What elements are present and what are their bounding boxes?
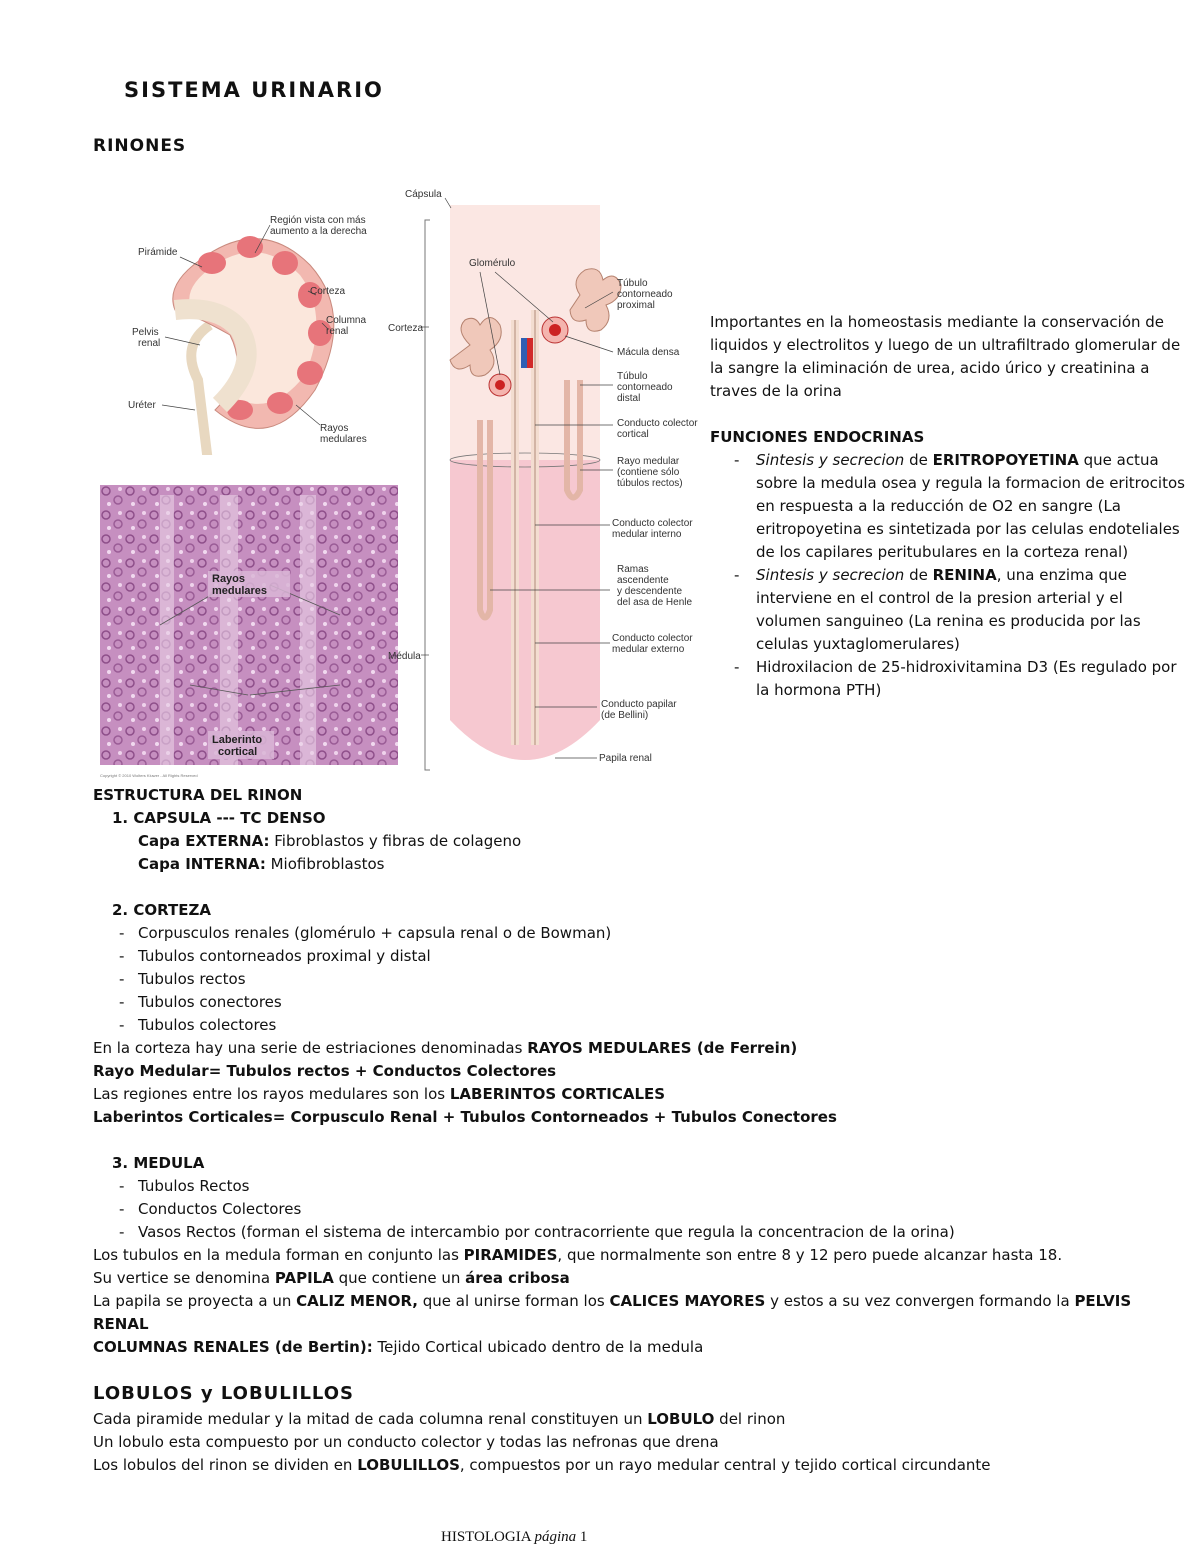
label-ramas-2: ascendente (617, 575, 669, 586)
medula-line-2: Su vertice se denomina PAPILA que contiene un área cribosa (93, 1269, 570, 1287)
intro-paragraph: Importantes en la homeostasis mediante la conservación de liquidos y electrolitos y luego de un ultrafiltrado glomerular de la sangre la eliminación de urea, acido úrico y creatinina a traves de la orina (710, 313, 1181, 400)
label-macula: Mácula densa (617, 347, 680, 358)
label-histo-rayos-1: Rayos (212, 573, 246, 585)
tissue-texture (100, 485, 398, 765)
list-item: - Tubulos Rectos (119, 1177, 250, 1195)
label-colector-ext-2: medular externo (612, 644, 685, 655)
lobulos-line-1: Cada piramide medular y la mitad de cada columna renal constituyen un LOBULO del rinon (93, 1410, 786, 1428)
lobulos-heading: LOBULOS y LOBULILLOS (93, 1383, 355, 1404)
pyramid-shape (237, 236, 263, 258)
label-columna-1: Columna (326, 315, 367, 326)
label-rayos-2: medulares (320, 434, 367, 445)
label-ramas-1: Ramas (617, 564, 649, 575)
medula-line-3b: RENAL (93, 1315, 149, 1333)
label-corteza-n: Corteza (388, 323, 424, 334)
label-region-1: Región vista con más (270, 215, 366, 226)
lobulos-line-3: Los lobulos del rinon se dividen en LOBULILLOS, compuestos por un rayo medular central y tejido cortical circundante (93, 1456, 991, 1474)
right-column (710, 311, 1185, 702)
label-colector-cort-2: cortical (617, 429, 649, 440)
list-item: - Tubulos rectos (119, 970, 246, 988)
medulla-region (450, 460, 600, 760)
page-title: SISTEMA URINARIO (124, 78, 384, 102)
list-item: - Tubulos contorneados proximal y distal (119, 947, 431, 965)
corteza-line-2: Rayo Medular= Tubulos rectos + Conductos Colectores (93, 1062, 557, 1080)
corteza-line-1: En la corteza hay una serie de estriaciones denominadas RAYOS MEDULARES (de Ferrein) (93, 1039, 798, 1057)
endocrine-heading: FUNCIONES ENDOCRINAS (710, 428, 925, 446)
label-tubulo-prox-1: Túbulo (617, 278, 648, 289)
label-rayo-3: túbulos rectos) (617, 478, 683, 489)
label-histo-laberinto-1: Laberinto (212, 734, 263, 746)
corteza-line-4: Laberintos Corticales= Corpusculo Renal + Tubulos Contorneados + Tubulos Conectores (93, 1108, 837, 1126)
estructura-heading: ESTRUCTURA DEL RINON (93, 786, 303, 804)
medula-line-4: COLUMNAS RENALES (de Bertin): Tejido Cortical ubicado dentro de la medula (93, 1338, 704, 1356)
label-colector-ext-1: Conducto colector (612, 633, 693, 644)
histology-copyright: Copyright © 2010 Wolters Kluwer - All Rights Reserved (100, 773, 198, 778)
footer-page-number: 1 (579, 1529, 588, 1545)
label-piramide: Pirámide (138, 247, 178, 258)
label-capsula: Cápsula (405, 189, 442, 200)
label-rayo-2: (contiene sólo (617, 467, 680, 478)
label-tubulo-dist-3: distal (617, 393, 641, 404)
label-papilar-2: (de Bellini) (601, 710, 649, 721)
page-footer (441, 1529, 587, 1546)
label-tubulo-dist-1: Túbulo (617, 371, 648, 382)
label-colector-int-1: Conducto colector (612, 518, 693, 529)
capsula-title: 1. CAPSULA --- TC DENSO (112, 809, 326, 827)
label-pelvis-1: Pelvis (132, 327, 159, 338)
label-glomerulo: Glomérulo (469, 258, 516, 269)
pyramid-shape (267, 392, 293, 414)
nephron-diagram (385, 180, 705, 780)
list-item: - Tubulos colectores (119, 1016, 277, 1034)
label-rayos-1: Rayos (320, 423, 349, 434)
footer-page-word: página (534, 1529, 577, 1545)
corteza-line-3: Las regiones entre los rayos medulares son los LABERINTOS CORTICALES (93, 1085, 666, 1103)
label-histo-laberinto-2: cortical (218, 746, 258, 758)
label-medula-n: Médula (388, 651, 421, 662)
section-heading-rinones: RINONES (93, 136, 187, 156)
kidney-diagram (120, 205, 390, 455)
label-papila: Papila renal (599, 753, 652, 764)
label-pelvis-2: renal (138, 338, 161, 349)
medula-title: 3. MEDULA (112, 1154, 205, 1172)
list-item: - Vasos Rectos (forman el sistema de intercambio por contracorriente que regula la concentracion de la orina) (119, 1223, 955, 1241)
capa-externa: Capa EXTERNA: Fibroblastos y fibras de colageno (138, 832, 522, 850)
label-histo-rayos-2: medulares (212, 585, 268, 597)
label-tubulo-prox-3: proximal (617, 300, 655, 311)
label-papilar-1: Conducto papilar (601, 699, 677, 710)
label-ureter: Uréter (128, 400, 156, 411)
capa-interna: Capa INTERNA: Miofibroblastos (138, 855, 385, 873)
label-corteza: Corteza (310, 286, 346, 297)
list-item: - Sintesis y secrecion de RENINA, una enzima que interviene en el control de la presion arterial y el volumen sanguineo (La renina es producida por las celulas yuxtaglomerulares) (734, 566, 1141, 653)
label-ramas-3: y descendente (617, 586, 683, 597)
label-tubulo-dist-2: contorneado (617, 382, 673, 393)
ureter-shape (191, 325, 212, 455)
footer-text: HISTOLOGIA (441, 1529, 531, 1545)
label-tubulo-prox-2: contorneado (617, 289, 673, 300)
medula-line-3: La papila se proyecta a un CALIZ MENOR, que al unirse forman los CALICES MAYORES y estos a su vez convergen formando la PELVIS (93, 1292, 1132, 1310)
corteza-title: 2. CORTEZA (112, 901, 211, 919)
label-ramas-4: del asa de Henle (617, 597, 693, 608)
label-rayo-1: Rayo medular (617, 456, 680, 467)
pyramid-shape (198, 252, 226, 274)
estructura-section (93, 784, 1131, 1359)
histology-micrograph (100, 485, 400, 780)
label-region-2: aumento a la derecha (270, 226, 367, 237)
medula-line-1: Los tubulos en la medula forman en conjunto las PIRAMIDES, que normalmente son entre 8 y 12 pero puede alcanzar hasta 18. (93, 1246, 1063, 1264)
list-item: - Conductos Colectores (119, 1200, 302, 1218)
label-columna-2: renal (326, 326, 349, 337)
list-item: - Sintesis y secrecion de ERITROPOYETINA que actua sobre la medula osea y regula la formacion de eritrocitos en respuesta a la reducción de O2 en sangre (La eritropoyetina es sintetizada por las celulas endoteliales de los capilares peritubulares en la corteza renal) (734, 451, 1185, 561)
pyramid-shape (297, 361, 323, 385)
pyramid-shape (272, 251, 298, 275)
list-item: - Corpusculos renales (glomérulo + capsula renal o de Bowman) (119, 924, 612, 942)
lobulos-line-2: Un lobulo esta compuesto por un conducto colector y todas las nefronas que drena (93, 1433, 719, 1451)
lobulos-section (93, 1408, 991, 1477)
label-colector-int-2: medular interno (612, 529, 682, 540)
list-item: - Tubulos conectores (119, 993, 282, 1011)
list-item: - Hidroxilacion de 25-hidroxivitamina D3 (Es regulado por la hormona PTH) (734, 658, 1177, 699)
label-colector-cort-1: Conducto colector (617, 418, 698, 429)
